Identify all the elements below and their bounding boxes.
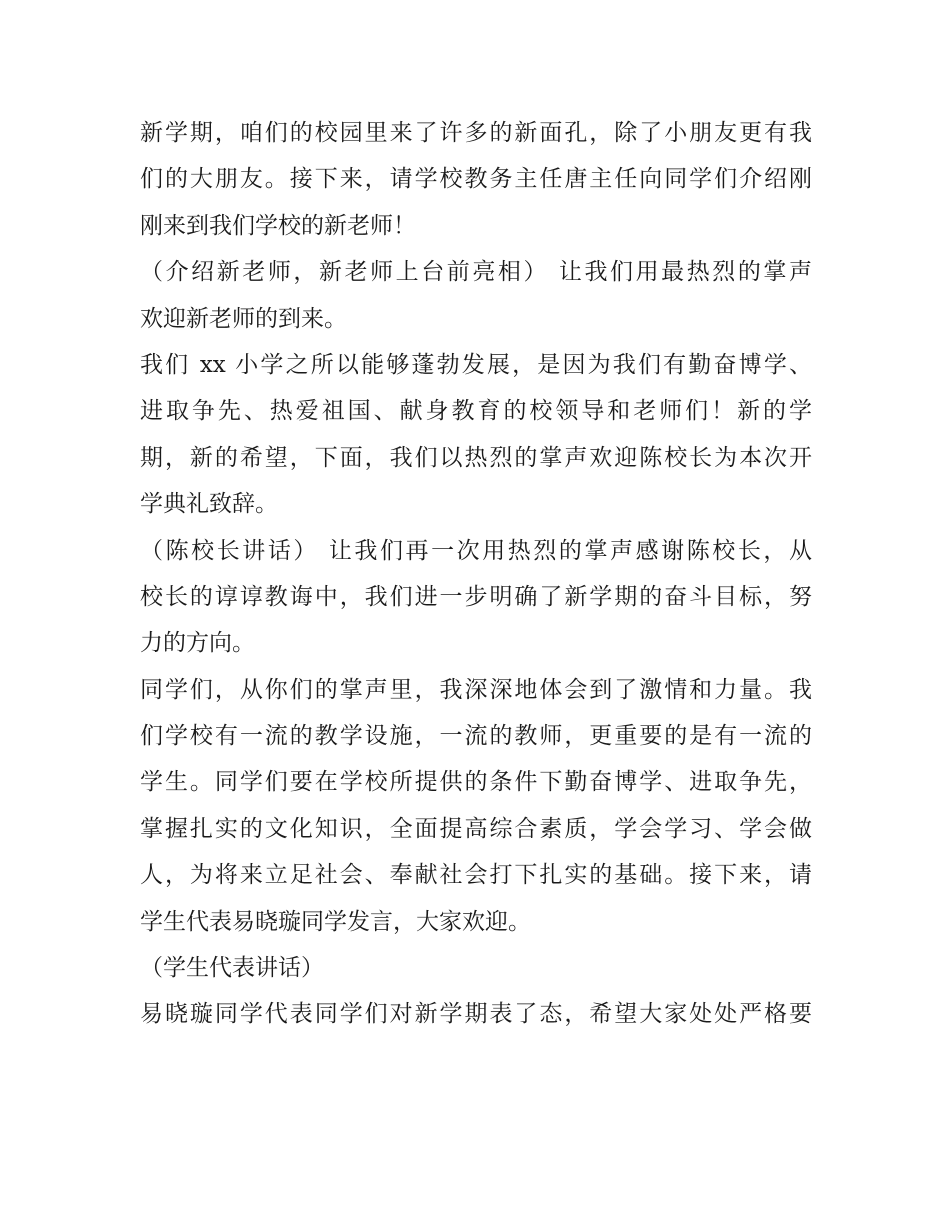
text-line: （介绍新老师，新老师上台前亮相） 让我们用最热烈的掌声 (140, 259, 812, 286)
text-line: 易晓璇同学代表同学们对新学期表了态，希望大家处处严格要 (140, 1001, 812, 1028)
text-line: 们的大朋友。接下来，请学校教务主任唐主任向同学们介绍刚 (140, 166, 812, 193)
text-line: 进取争先、热爱祖国、献身教育的校领导和老师们！新的学 (140, 398, 812, 425)
text-line: 学生。同学们要在学校所提供的条件下勤奋博学、进取争先， (140, 769, 812, 796)
text-line: 学生代表易晓璇同学发言，大家欢迎。 (140, 908, 531, 935)
text-line: 同学们，从你们的掌声里，我深深地体会到了激情和力量。我 (140, 676, 812, 703)
text-line: （陈校长讲话） 让我们再一次用热烈的掌声感谢陈校长，从 (140, 537, 812, 564)
text-line: 刚来到我们学校的新老师！ (140, 212, 416, 239)
text-line: 我们 xx 小学之所以能够蓬勃发展，是因为我们有勤奋博学、 (140, 351, 812, 378)
text-line: 学典礼致辞。 (140, 491, 278, 518)
text-line: 掌握扎实的文化知识，全面提高综合素质，学会学习、学会做 (140, 815, 812, 842)
text-line: 新学期，咱们的校园里来了许多的新面孔，除了小朋友更有我 (140, 120, 812, 146)
text-line: 校长的谆谆教诲中，我们进一步明确了新学期的奋斗目标，努 (140, 583, 812, 610)
text-line: 们学校有一流的教学设施，一流的教师，更重要的是有一流的 (140, 723, 812, 750)
text-line: 力的方向。 (140, 630, 255, 657)
text-line: 欢迎新老师的到来。 (140, 305, 347, 332)
text-line: 人，为将来立足社会、奉献社会打下扎实的基础。接下来，请 (140, 862, 812, 889)
text-line: 期，新的希望，下面，我们以热烈的掌声欢迎陈校长为本次开 (140, 444, 812, 471)
document-body (140, 110, 812, 1038)
text-line: （学生代表讲话） (140, 955, 324, 982)
